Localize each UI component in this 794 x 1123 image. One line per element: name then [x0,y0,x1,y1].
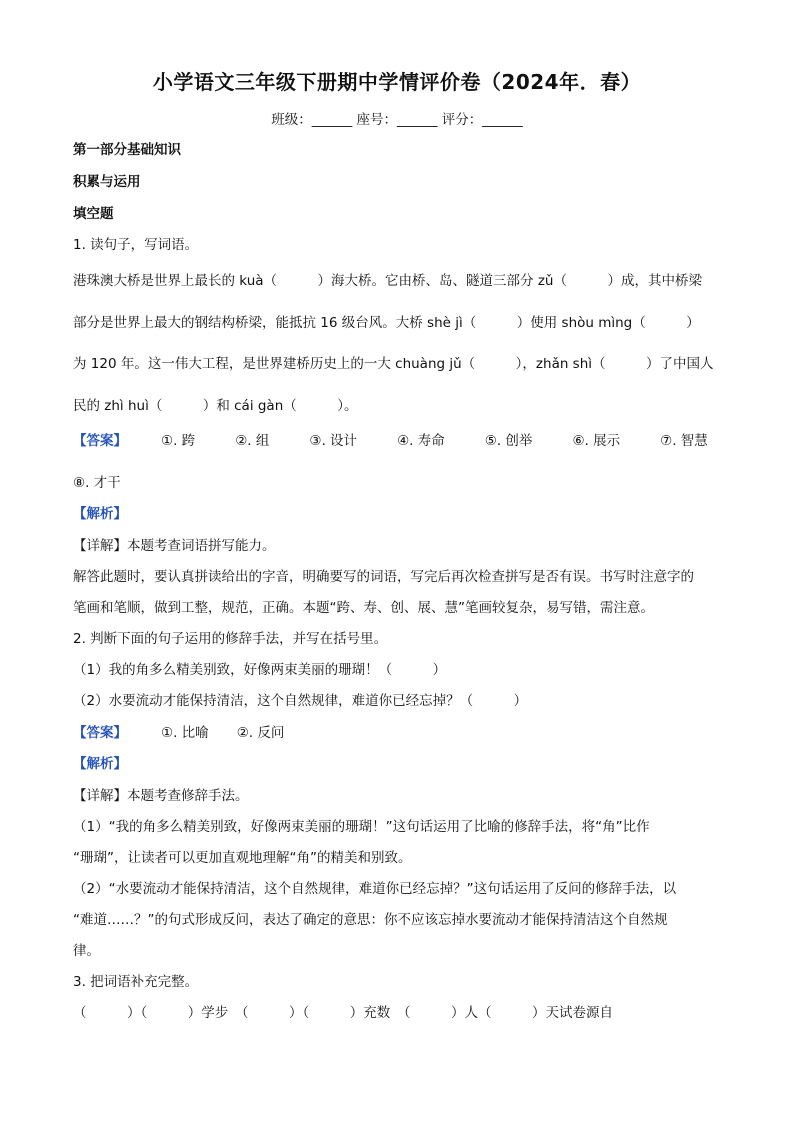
section-heading-basics: 第一部分基础知识 [73,142,181,158]
question-3-stem: 3. 把词语补充完整。 [73,974,199,990]
answer-item: ⑦. 智慧 [660,433,708,449]
analysis-label: 【解析】 [73,756,127,772]
answer-item: ②. 组 [235,433,270,449]
answer-item: ④. 寿命 [397,433,445,449]
explanation-line: 律。 [73,943,100,959]
section-heading-fill-blank: 填空题 [73,206,114,222]
question-2-stem: 2. 判断下面的句子运用的修辞手法，并写在括号里。 [73,631,388,647]
answer-label: 【答案】 [73,433,127,449]
explanation-line: （1）“我的角多么精美别致，好像两束美丽的珊瑚！”这句话运用了比喻的修辞手法，将“角”比作 [73,819,650,835]
question-1-line: 港珠澳大桥是世界上最长的 kuà（ ）海大桥。它由桥、岛、隧道三部分 zǔ（ ）成，其中桥梁 [73,273,702,289]
question-2-item: （2）水要流动才能保持清洁，这个自然规律，难道你已经忘掉？（ ） [73,693,528,709]
question-1-line: 部分是世界上最大的钢结构桥梁，能抵抗 16 级台风。大桥 shè jì（ ）使用 shòu mìng（ ） [73,315,700,331]
explanation-line: “珊瑚”，让读者可以更加直观地理解“角”的精美和别致。 [73,850,412,866]
answer-label: 【答案】 [73,725,127,741]
question-1-answer-row [73,431,723,451]
explanation-line: “难道……？”的句式形成反问，表达了确定的意思：你不应该忘掉水要流动才能保持清洁这个自然规 [73,912,668,928]
question-1-stem: 1. 读句子，写词语。 [73,237,199,253]
question-1-line: 为 120 年。这一伟大工程，是世界建桥历史上的一大 chuàng jǔ（ ），zhǎn shì（ ）了中国人 [73,356,714,372]
detail-line: 【详解】本题考查词语拼写能力。 [73,538,276,554]
analysis-label: 【解析】 [73,506,127,522]
question-3-blanks: （ ）（ ）学步 （ ）（ ）充数 （ ）人（ ）天试卷源自 [73,1005,613,1021]
detail-line: 【详解】本题考查修辞手法。 [73,788,249,804]
student-info-line: 班级：______ 座号：______ 评分：______ [271,112,523,128]
question-2-answer-row [73,723,723,743]
answer-item: ①. 跨 [161,433,196,449]
question-2-item: （1）我的角多么精美别致，好像两束美丽的珊瑚！（ ） [73,662,447,678]
section-heading-accumulation: 积累与运用 [73,174,141,190]
answer-item: ②. 反问 [236,725,285,741]
answer-item: ③. 设计 [309,433,358,449]
explanation-line: 解答此题时，要认真拼读给出的字音，明确要写的词语，写完后再次检查拼写是否有误。书写时注意字的 [73,569,694,585]
answer-item: ⑤. 创举 [484,433,533,449]
explanation-line: 笔画和笔顺，做到工整，规范，正确。本题“跨、寿、创、展、慧”笔画较复杂，易写错，需注意。 [73,600,654,616]
answer-item: ①. 比喻 [161,725,209,741]
answer-item: ⑧. 才干 [73,475,121,491]
explanation-line: （2）“水要流动才能保持清洁，这个自然规律，难道你已经忘掉？”这句话运用了反问的修辞手法，以 [73,881,677,897]
page-title: 小学语文三年级下册期中学情评价卷（2024年．春） [152,70,642,94]
answer-item: ⑥. 展示 [572,433,621,449]
question-1-line: 民的 zhì huì（ ）和 cái gàn（ ）。 [73,398,358,414]
